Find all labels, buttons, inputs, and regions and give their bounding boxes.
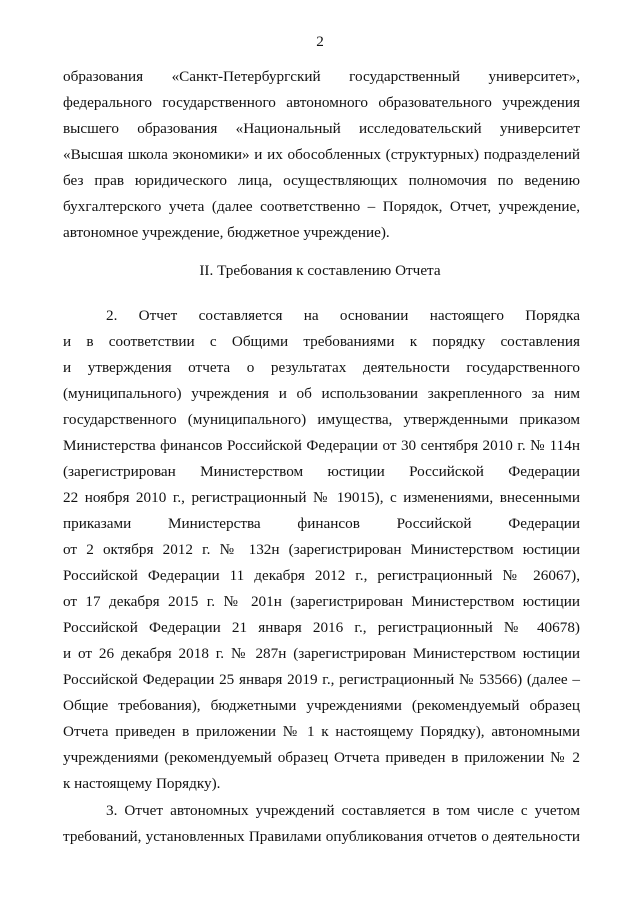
paragraph-line: (муниципального) учреждения и об использовании закрепленного за ним — [63, 385, 580, 402]
paragraph-line: к настоящему Порядку). — [63, 775, 221, 792]
paragraph-line: государственного (муниципального) имущества, утвержденными приказом — [63, 411, 580, 428]
section-heading: II. Требования к составлению Отчета — [199, 262, 441, 279]
paragraph-line: федерального государственного автономного образовательного учреждения — [63, 94, 580, 111]
paragraph-line: и в соответствии с Общими требованиями к порядку составления — [63, 333, 580, 350]
paragraph-line: приказами Министерства финансов Российской Федерации — [63, 515, 580, 532]
paragraph-line: 22 ноября 2010 г., регистрационный № 19015), с изменениями, внесенными — [63, 489, 580, 506]
paragraph-line: Общие требования), бюджетными учреждениями (рекомендуемый образец — [63, 697, 580, 714]
paragraph-line: автономное учреждение, бюджетное учреждение). — [63, 224, 390, 241]
paragraph-line: и утверждения отчета о результатах деятельности государственного — [63, 359, 580, 376]
paragraph-line: (зарегистрирован Министерством юстиции Российской Федерации — [63, 463, 580, 480]
paragraph-line: без прав юридического лица, осуществляющих полномочия по ведению — [63, 172, 580, 189]
paragraph-line: Российской Федерации 11 декабря 2012 г., регистрационный № 26067), — [63, 567, 580, 584]
page-number: 2 — [316, 33, 324, 50]
paragraph-line: и от 26 декабря 2018 г. № 287н (зарегистрирован Министерством юстиции — [63, 645, 580, 662]
paragraph-line: 2. Отчет составляется на основании настоящего Порядка — [106, 307, 580, 324]
paragraph-line: Российской Федерации 21 января 2016 г., регистрационный № 40678) — [63, 619, 580, 636]
paragraph-line: бухгалтерского учета (далее соответственно – Порядок, Отчет, учреждение, — [63, 198, 580, 215]
paragraph-line: Министерства финансов Российской Федерации от 30 сентября 2010 г. № 114н — [63, 437, 580, 454]
paragraph-line: Российской Федерации 25 января 2019 г., регистрационный № 53566) (далее – — [63, 671, 580, 688]
paragraph-line: Отчета приведен в приложении № 1 к настоящему Порядку), автономными — [63, 723, 580, 740]
paragraph-line: «Высшая школа экономики» и их обособленных (структурных) подразделений — [63, 146, 580, 163]
paragraph-line: 3. Отчет автономных учреждений составляется в том числе с учетом — [106, 802, 580, 819]
paragraph-line: учреждениями (рекомендуемый образец Отчета приведен в приложении № 2 — [63, 749, 580, 766]
paragraph-line: высшего образования «Национальный исследовательский университет — [63, 120, 580, 137]
paragraph-line: требований, установленных Правилами опубликования отчетов о деятельности — [63, 828, 580, 845]
paragraph-line: от 2 октября 2012 г. № 132н (зарегистрирован Министерством юстиции — [63, 541, 580, 558]
paragraph-line: образования «Санкт-Петербургский государственный университет», — [63, 68, 580, 85]
paragraph-line: от 17 декабря 2015 г. № 201н (зарегистрирован Министерством юстиции — [63, 593, 580, 610]
